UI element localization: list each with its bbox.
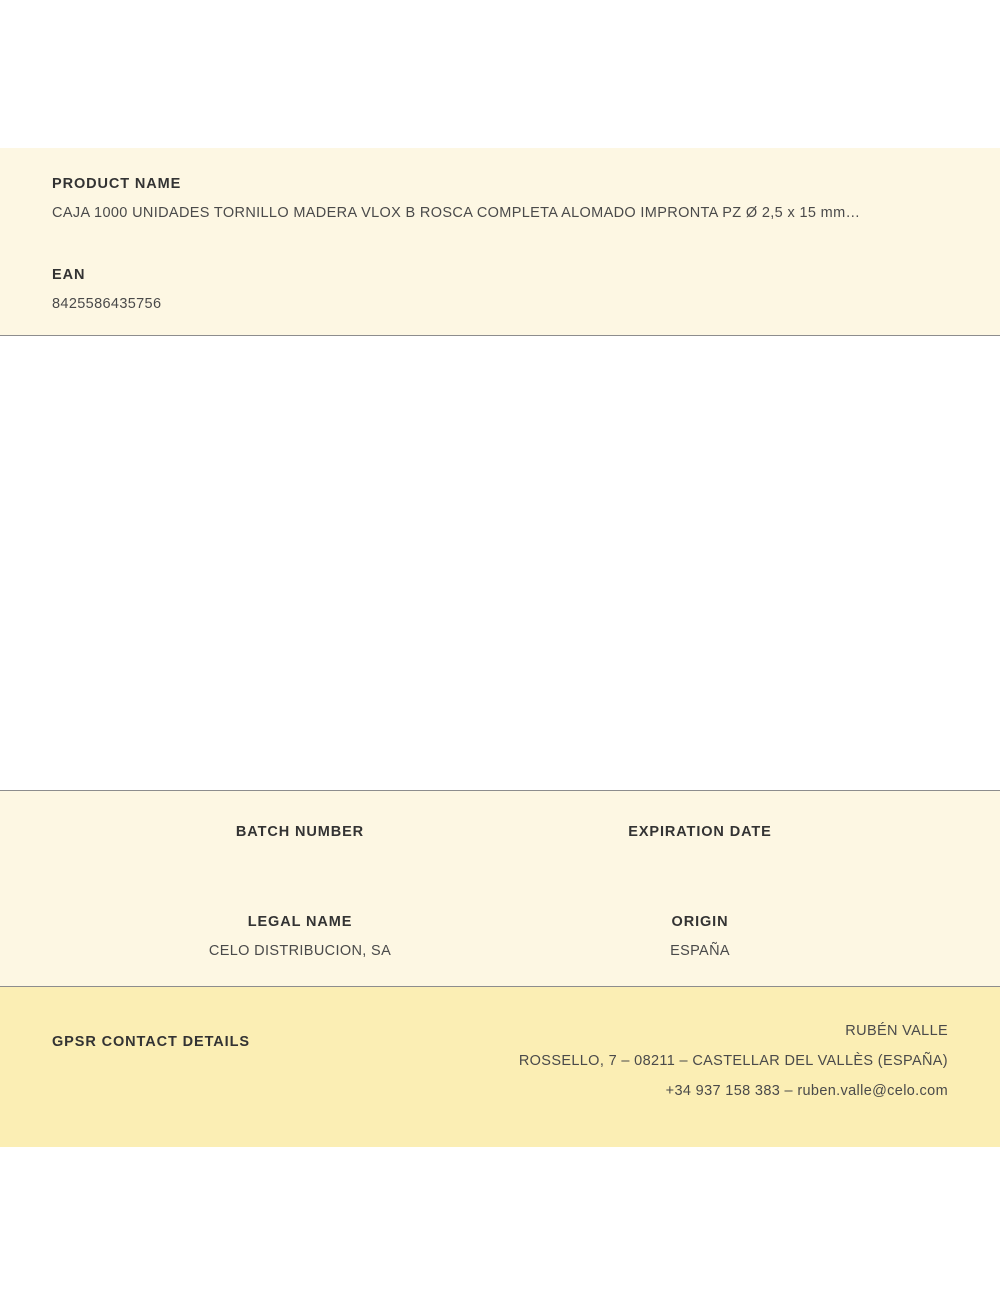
gpsr-contact-label: GPSR CONTACT DETAILS: [52, 1034, 250, 1050]
expiration-date-label: EXPIRATION DATE: [628, 824, 772, 840]
origin-value: ESPAÑA: [670, 943, 730, 959]
gpsr-contact-section: [0, 987, 1000, 1147]
legal-name-value: CELO DISTRIBUCION, SA: [208, 943, 392, 959]
legal-name-label: LEGAL NAME: [247, 914, 353, 930]
gpsr-contact-name: RUBÉN VALLE: [845, 1023, 948, 1039]
product-name-value: CAJA 1000 UNIDADES TORNILLO MADERA VLOX B ROSCA COMPLETA ALOMADO IMPRONTA PZ Ø 2,5 x 15 mm…: [52, 205, 861, 221]
batch-legal-section: [0, 790, 1000, 987]
ean-label: EAN: [52, 267, 86, 283]
origin-label: ORIGIN: [671, 914, 729, 930]
gpsr-contact-address: ROSSELLO, 7 – 08211 – CASTELLAR DEL VALLÈS (ESPAÑA): [518, 1053, 948, 1069]
gpsr-contact-phone-email: +34 937 158 383 – ruben.valle@celo.com: [665, 1083, 948, 1099]
blank-content-area: [0, 336, 1000, 790]
ean-value: 8425586435756: [52, 296, 162, 312]
product-name-label: PRODUCT NAME: [52, 176, 182, 192]
product-details-section: [0, 148, 1000, 336]
batch-number-label: BATCH NUMBER: [235, 824, 365, 840]
gpsr-contact-details: [519, 1016, 948, 1106]
bottom-blank-area: [0, 1147, 1000, 1300]
